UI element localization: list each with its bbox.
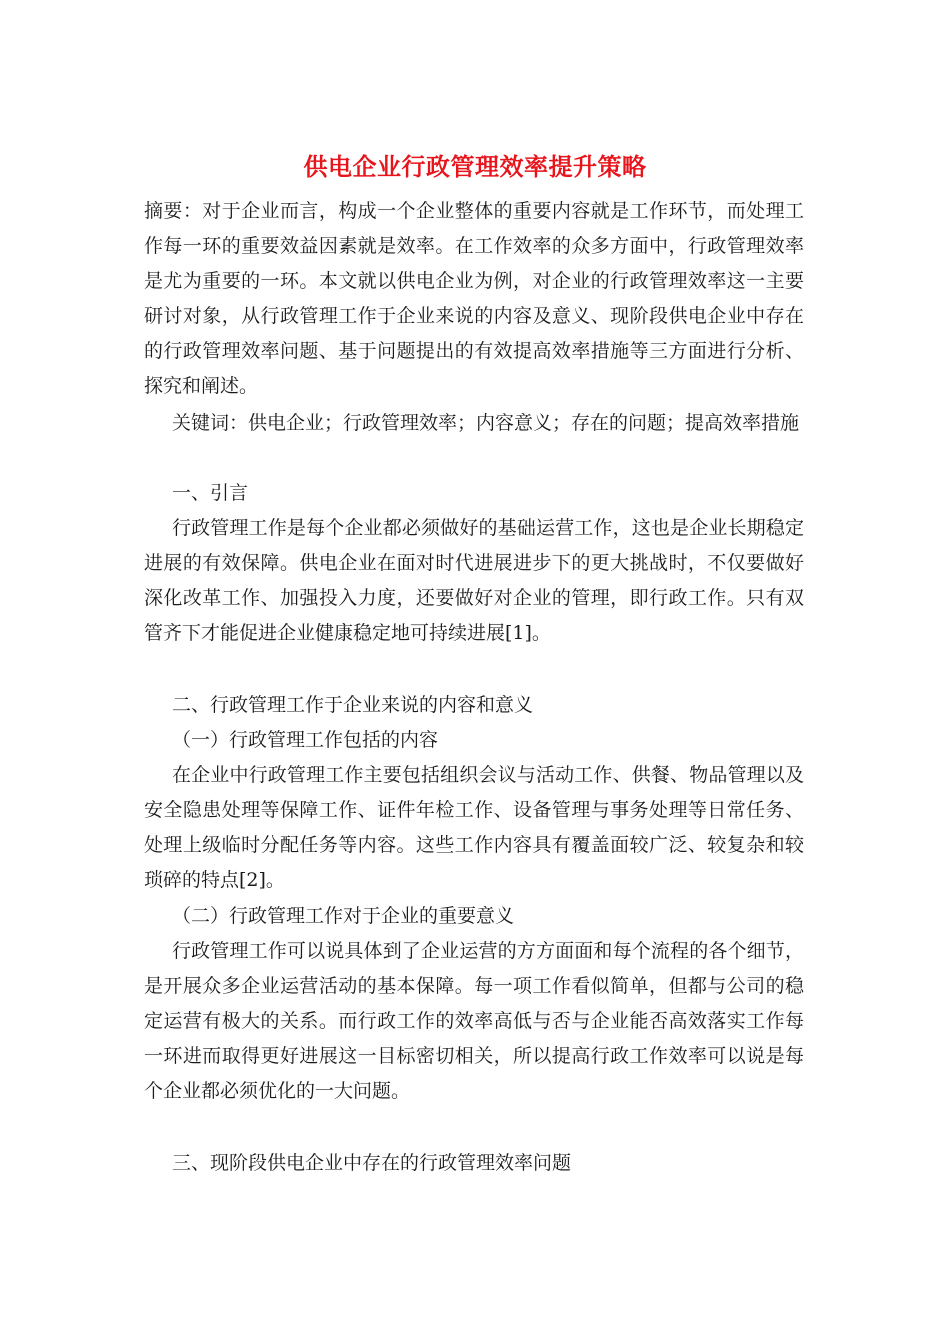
abstract-line-4: 研讨对象，从行政管理工作于企业来说的内容及意义、现阶段供电企业中存在 bbox=[144, 305, 804, 327]
section2-sub1-line-3: 处理上级临时分配任务等内容。这些工作内容具有覆盖面较广泛、较复杂和较 bbox=[144, 834, 804, 856]
section2-sub1-line-4: 琐碎的特点[2]。 bbox=[144, 869, 285, 891]
section1-line-1: 行政管理工作是每个企业都必须做好的基础运营工作，这也是企业长期稳定 bbox=[172, 517, 804, 539]
section1-line-3: 深化改革工作、加强投入力度，还要做好对企业的管理，即行政工作。只有双 bbox=[144, 587, 804, 609]
abstract-line-6: 探究和阐述。 bbox=[144, 375, 259, 397]
section1-line-2: 进展的有效保障。供电企业在面对时代进展进步下的更大挑战时，不仅要做好 bbox=[144, 552, 804, 574]
section2-sub2-line-2: 是开展众多企业运营活动的基本保障。每一项工作看似简单，但都与公司的稳 bbox=[144, 975, 804, 997]
abstract-line-1: 摘要：对于企业而言，构成一个企业整体的重要内容就是工作环节，而处理工 bbox=[144, 200, 804, 222]
abstract-line-3: 是尤为重要的一环。本文就以供电企业为例，对企业的行政管理效率这一主要 bbox=[144, 270, 804, 292]
subsection-heading-2-2: （二）行政管理工作对于企业的重要意义 bbox=[172, 905, 515, 927]
abstract-line-2: 作每一环的重要效益因素就是效率。在工作效率的众多方面中，行政管理效率 bbox=[144, 235, 804, 257]
section2-sub2-line-1: 行政管理工作可以说具体到了企业运营的方方面面和每个流程的各个细节， bbox=[172, 940, 804, 962]
section-heading-1: 一、引言 bbox=[172, 482, 249, 504]
section2-sub2-line-4: 一环进而取得更好进展这一目标密切相关，所以提高行政工作效率可以说是每 bbox=[144, 1045, 804, 1067]
section2-sub2-line-3: 定运营有极大的关系。而行政工作的效率高低与否与企业能否高效落实工作每 bbox=[144, 1010, 804, 1032]
keywords-line: 关键词：供电企业；行政管理效率；内容意义；存在的问题；提高效率措施 bbox=[172, 412, 800, 434]
section-heading-2: 二、行政管理工作于企业来说的内容和意义 bbox=[172, 694, 534, 716]
section2-sub2-line-5: 个企业都必须优化的一大问题。 bbox=[144, 1080, 411, 1102]
section-heading-3: 三、现阶段供电企业中存在的行政管理效率问题 bbox=[172, 1152, 572, 1174]
section2-sub1-line-1: 在企业中行政管理工作主要包括组织会议与活动工作、供餐、物品管理以及 bbox=[172, 764, 804, 786]
section1-line-4: 管齐下才能促进企业健康稳定地可持续进展[1]。 bbox=[144, 622, 551, 644]
abstract-line-5: 的行政管理效率问题、基于问题提出的有效提高效率措施等三方面进行分析、 bbox=[144, 340, 804, 362]
section2-sub1-line-2: 安全隐患处理等保障工作、证件年检工作、设备管理与事务处理等日常任务、 bbox=[144, 799, 804, 821]
document-title: 供电企业行政管理效率提升策略 bbox=[303, 152, 647, 181]
subsection-heading-2-1: （一）行政管理工作包括的内容 bbox=[172, 729, 439, 751]
